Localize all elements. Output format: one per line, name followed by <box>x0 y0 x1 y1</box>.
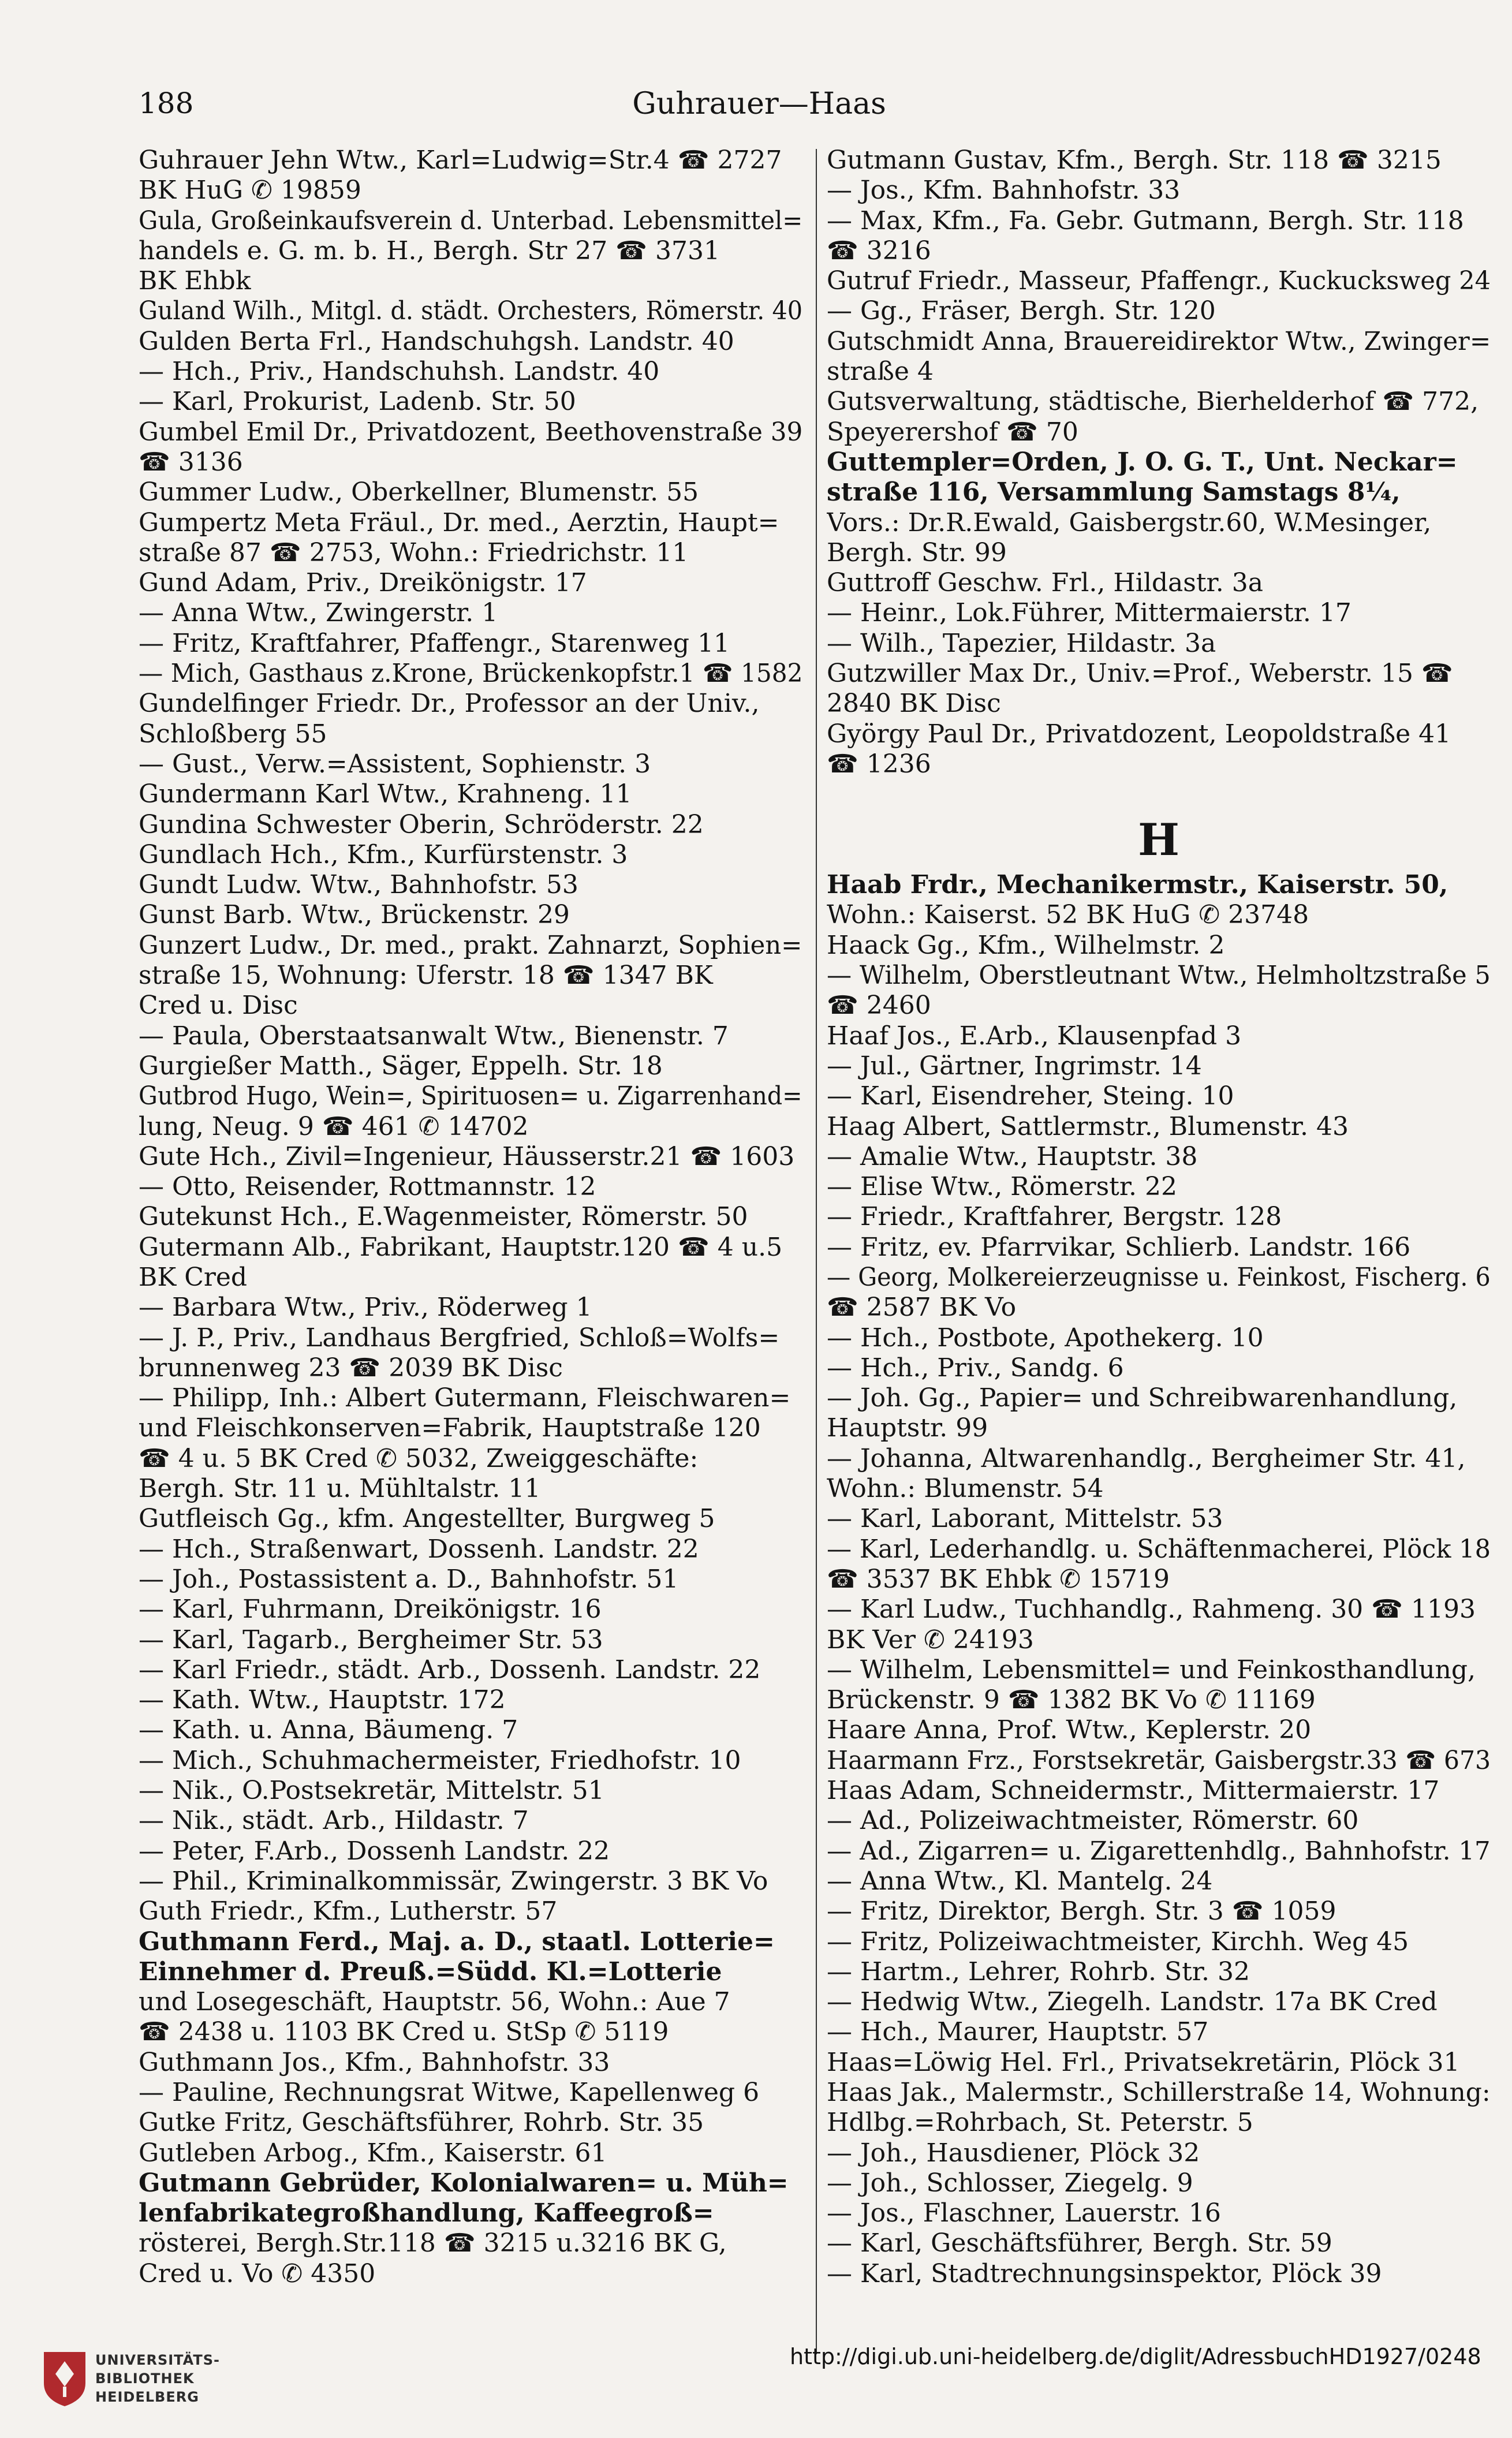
entry-line: Haas Adam, Schneidermstr., Mittermaierstr. 17 <box>827 1776 1440 1806</box>
entry-line: Gutermann Alb., Fabrikant, Hauptstr.120 ☎ 4 u.5 <box>139 1232 783 1262</box>
entry-line: — Phil., Kriminalkommissär, Zwingerstr. 3 BK Vo <box>139 1866 768 1896</box>
entry-line: Guthmann Jos., Kfm., Bahnhofstr. 33 <box>139 2047 610 2077</box>
entry-line: Gundermann Karl Wtw., Krahneng. 11 <box>139 779 632 809</box>
section-letter: H <box>1138 813 1179 865</box>
entry-line: Haare Anna, Prof. Wtw., Keplerstr. 20 <box>827 1715 1312 1745</box>
entry-line: Gutschmidt Anna, Brauereidirektor Wtw., Zwinger= <box>827 326 1491 356</box>
entry-line: Gunst Barb. Wtw., Brückenstr. 29 <box>139 900 570 930</box>
page-number: 188 <box>139 87 194 120</box>
entry-line: Guttroff Geschw. Frl., Hildastr. 3a <box>827 568 1263 598</box>
entry-line: BK Ver ✆ 24193 <box>827 1625 1034 1655</box>
entry-line: — Gust., Verw.=Assistent, Sophienstr. 3 <box>139 749 651 779</box>
entry-line: rösterei, Bergh.Str.118 ☎ 3215 u.3216 BK G, <box>139 2228 727 2258</box>
entry-line: ☎ 2438 u. 1103 BK Cred u. StSp ✆ 5119 <box>139 2017 669 2047</box>
entry-line: — Karl, Stadtrechnungsinspektor, Plöck 39 <box>827 2258 1382 2288</box>
entry-line: Gutruf Friedr., Masseur, Pfaffengr., Kuckucksweg 24 <box>827 266 1491 296</box>
entry-line: Haack Gg., Kfm., Wilhelmstr. 2 <box>827 930 1225 960</box>
entry-line: Cred u. Vo ✆ 4350 <box>139 2258 376 2288</box>
entry-line: Gutbrod Hugo, Wein=, Spirituosen= u. Zigarrenhand= <box>139 1081 802 1111</box>
page-header <box>139 87 1380 130</box>
entry-line: — Joh. Gg., Papier= und Schreibwarenhandlung, <box>827 1383 1458 1413</box>
entry-line: ☎ 3136 <box>139 447 243 477</box>
library-logo <box>0 2315 219 2436</box>
entry-line: — Ad., Zigarren= u. Zigarettenhdlg., Bahnhofstr. 17 <box>827 1836 1491 1866</box>
logo-line-2: BIBLIOTHEK <box>95 2370 195 2387</box>
entry-line: — Joh., Schlosser, Ziegelg. 9 <box>827 2168 1193 2198</box>
entry-line: ☎ 3216 <box>827 236 931 266</box>
entry-line: — Friedr., Kraftfahrer, Bergstr. 128 <box>827 1202 1282 1232</box>
entry-line: — Fritz, Kraftfahrer, Pfaffengr., Starenweg 11 <box>139 628 730 658</box>
entry-line: ☎ 2460 <box>827 991 931 1021</box>
entry-line: Guth Friedr., Kfm., Lutherstr. 57 <box>139 1896 558 1926</box>
entry-line: Haaf Jos., E.Arb., Klausenpfad 3 <box>827 1021 1242 1051</box>
left-column <box>139 145 802 2289</box>
entry-line: BK Cred <box>139 1262 248 1292</box>
entry-line: Gundina Schwester Oberin, Schröderstr. 22 <box>139 809 704 839</box>
entry-line: — Karl, Eisendreher, Steing. 10 <box>827 1081 1234 1111</box>
entry-line: — Joh., Hausdiener, Plöck 32 <box>827 2138 1200 2168</box>
entry-line: straße 15, Wohnung: Uferstr. 18 ☎ 1347 BK <box>139 961 713 991</box>
entry-line: — Kath. Wtw., Hauptstr. 172 <box>139 1685 506 1715</box>
entry-line: — Mich, Gasthaus z.Krone, Brückenkopfstr.1 ☎ 1582 <box>139 659 803 689</box>
entry-line: — Ad., Polizeiwachtmeister, Römerstr. 60 <box>827 1806 1359 1836</box>
entry-line: Haag Albert, Sattlermstr., Blumenstr. 43 <box>827 1111 1349 1141</box>
entry-line: — Hch., Maurer, Hauptstr. 57 <box>827 2017 1209 2047</box>
entry-line: Speyerershof ☎ 70 <box>827 417 1078 447</box>
entry-line: ☎ 3537 BK Ehbk ✆ 15719 <box>827 1564 1170 1594</box>
right-column <box>827 145 1491 2289</box>
entry-line: Hdlbg.=Rohrbach, St. Peterstr. 5 <box>827 2108 1253 2138</box>
entry-line: — Barbara Wtw., Priv., Röderweg 1 <box>139 1293 592 1323</box>
entry-line: Gute Hch., Zivil=Ingenieur, Häusserstr.21 ☎ 1603 <box>139 1141 795 1171</box>
entry-line: — Elise Wtw., Römerstr. 22 <box>827 1172 1177 1202</box>
entry-line: György Paul Dr., Privatdozent, Leopoldstraße 41 <box>827 719 1451 749</box>
entry-line: Gumpertz Meta Fräul., Dr. med., Aerztin, Haupt= <box>139 507 779 537</box>
entry-line: BK Ehbk <box>139 266 251 296</box>
entry-line: ☎ 4 u. 5 BK Cred ✆ 5032, Zweiggeschäfte: <box>139 1443 699 1473</box>
entry-line: Haab Frdr., Mechanikermstr., Kaiserstr. 50, <box>827 870 1448 900</box>
entry-line: — Jos., Flaschner, Lauerstr. 16 <box>827 2198 1221 2228</box>
entry-line: BK HuG ✆ 19859 <box>139 176 361 206</box>
entry-line: — Georg, Molkereierzeugnisse u. Feinkost, Fischerg. 6 <box>827 1262 1491 1292</box>
entry-line: Gund Adam, Priv., Dreikönigstr. 17 <box>139 568 587 598</box>
entry-line: — Fritz, Polizeiwachtmeister, Kirchh. Weg 45 <box>827 1926 1409 1957</box>
entry-line: — Paula, Oberstaatsanwalt Wtw., Bienenstr. 7 <box>139 1021 729 1051</box>
entry-line: Gula, Großeinkaufsverein d. Unterbad. Lebensmittel= <box>139 206 803 236</box>
entry-line: Gummer Ludw., Oberkellner, Blumenstr. 55 <box>139 477 699 507</box>
entry-line: straße 87 ☎ 2753, Wohn.: Friedrichstr. 11 <box>139 537 689 568</box>
entry-line: Gutsverwaltung, städtische, Bierhelderhof ☎ 772, <box>827 387 1479 417</box>
entry-line: Bergh. Str. 11 u. Mühltalstr. 11 <box>139 1474 541 1504</box>
entry-line: — Jos., Kfm. Bahnhofstr. 33 <box>827 176 1181 206</box>
entry-line: Gundlach Hch., Kfm., Kurfürstenstr. 3 <box>139 839 628 869</box>
entry-line: Haas=Löwig Hel. Frl., Privatsekretärin, Plöck 31 <box>827 2047 1460 2077</box>
entry-line: — Hedwig Wtw., Ziegelh. Landstr. 17a BK Cred <box>827 1987 1438 2017</box>
entry-line: — Hch., Priv., Handschuhsh. Landstr. 40 <box>139 357 660 387</box>
entry-line: — Wilh., Tapezier, Hildastr. 3a <box>827 628 1216 658</box>
entry-line <box>827 779 1491 809</box>
entry-line: — Nik., O.Postsekretär, Mittelstr. 51 <box>139 1776 604 1806</box>
entry-line: — Pauline, Rechnungsrat Witwe, Kapellenweg 6 <box>139 2078 760 2107</box>
entry-line: Bergh. Str. 99 <box>827 537 1007 568</box>
entry-line: — Joh., Postassistent a. D., Bahnhofstr. 51 <box>139 1564 679 1594</box>
entry-line: Hauptstr. 99 <box>827 1413 988 1443</box>
entry-line: Guthmann Ferd., Maj. a. D., staatl. Lotterie= <box>139 1926 775 1957</box>
entry-line: — Karl, Fuhrmann, Dreikönigstr. 16 <box>139 1595 602 1625</box>
entry-line: Wohn.: Kaiserst. 52 BK HuG ✆ 23748 <box>827 900 1309 930</box>
entry-line: — Hartm., Lehrer, Rohrb. Str. 32 <box>827 1957 1250 1987</box>
entry-line: — Karl, Geschäftsführer, Bergh. Str. 59 <box>827 2228 1332 2258</box>
entry-line: — Karl, Tagarb., Bergheimer Str. 53 <box>139 1625 603 1655</box>
entry-line: Brückenstr. 9 ☎ 1382 BK Vo ✆ 11169 <box>827 1685 1316 1715</box>
entry-line: — Johanna, Altwarenhandlg., Bergheimer Str. 41, <box>827 1443 1466 1473</box>
entry-line: Gundelfinger Friedr. Dr., Professor an der Univ., <box>139 689 760 719</box>
entry-line: — Kath. u. Anna, Bäumeng. 7 <box>139 1715 518 1745</box>
entry-line: Gulden Berta Frl., Handschuhgsh. Landstr. 40 <box>139 326 734 356</box>
library-seal-icon <box>42 2350 88 2407</box>
entry-line: — Karl Friedr., städt. Arb., Dossenh. Landstr. 22 <box>139 1655 761 1685</box>
entry-line: — J. P., Priv., Landhaus Bergfried, Schloß=Wolfs= <box>139 1323 780 1353</box>
entry-line: — Jul., Gärtner, Ingrimstr. 14 <box>827 1051 1202 1081</box>
entry-line: — Hch., Priv., Sandg. 6 <box>827 1353 1124 1383</box>
entry-line: — Karl Ludw., Tuchhandlg., Rahmeng. 30 ☎ 1193 <box>827 1595 1476 1625</box>
entry-line: Guttempler=Orden, J. O. G. T., Unt. Neckar= <box>827 447 1458 477</box>
running-title: Guhrauer—Haas <box>632 87 886 121</box>
entry-line: Gutzwiller Max Dr., Univ.=Prof., Weberstr. 15 ☎ <box>827 659 1453 689</box>
entry-line: — Philipp, Inh.: Albert Gutermann, Fleischwaren= <box>139 1383 791 1413</box>
entry-line: lenfabrikategroßhandlung, Kaffeegroß= <box>139 2198 714 2228</box>
entry-line: — Amalie Wtw., Hauptstr. 38 <box>827 1141 1198 1171</box>
entry-line: Haarmann Frz., Forstsekretär, Gaisbergstr.33 ☎ 673 <box>827 1745 1491 1775</box>
entry-line: Vors.: Dr.R.Ewald, Gaisbergstr.60, W.Mesinger, <box>827 507 1432 537</box>
entry-line: Guhrauer Jehn Wtw., Karl=Ludwig=Str.4 ☎ 2727 <box>139 145 782 175</box>
logo-line-3: HEIDELBERG <box>95 2389 199 2405</box>
entry-line: — Wilhelm, Oberstleutnant Wtw., Helmholtzstraße 5 <box>827 961 1491 991</box>
entry-line: Gumbel Emil Dr., Privatdozent, Beethovenstraße 39 <box>139 417 803 447</box>
entry-line: Gurgießer Matth., Säger, Eppelh. Str. 18 <box>139 1051 663 1081</box>
entry-line: — Karl, Prokurist, Ladenb. Str. 50 <box>139 387 576 417</box>
entry-line: — Hch., Postbote, Apothekerg. 10 <box>827 1323 1264 1353</box>
column-divider <box>816 149 817 2354</box>
entry-line: brunnenweg 23 ☎ 2039 BK Disc <box>139 1353 563 1383</box>
entry-line: — Gg., Fräser, Bergh. Str. 120 <box>827 296 1216 326</box>
entry-line: Gutekunst Hch., E.Wagenmeister, Römerstr. 50 <box>139 1202 748 1232</box>
entry-line: 2840 BK Disc <box>827 689 1001 719</box>
entry-line: Gundt Ludw. Wtw., Bahnhofstr. 53 <box>139 870 578 900</box>
entry-line: — Nik., städt. Arb., Hildastr. 7 <box>139 1806 529 1836</box>
entry-line: straße 116, Versammlung Samstags 8¼, <box>827 477 1401 507</box>
entry-line: — Anna Wtw., Kl. Mantelg. 24 <box>827 1866 1213 1896</box>
entry-line: Gutmann Gebrüder, Kolonialwaren= u. Müh= <box>139 2168 789 2198</box>
entry-line: — Anna Wtw., Zwingerstr. 1 <box>139 598 498 628</box>
entry-line: Wohn.: Blumenstr. 54 <box>827 1474 1104 1504</box>
entry-line: Haas Jak., Malermstr., Schillerstraße 14, Wohnung: <box>827 2078 1491 2107</box>
entry-line: Gutfleisch Gg., kfm. Angestellter, Burgweg 5 <box>139 1504 715 1534</box>
entry-line: — Fritz, ev. Pfarrvikar, Schlierb. Landstr. 166 <box>827 1232 1411 1262</box>
entry-line: — Otto, Reisender, Rottmannstr. 12 <box>139 1172 596 1202</box>
entry-line: — Karl, Laborant, Mittelstr. 53 <box>827 1504 1223 1534</box>
entry-line: Einnehmer d. Preuß.=Südd. Kl.=Lotterie <box>139 1957 722 1987</box>
entry-line: — Fritz, Direktor, Bergh. Str. 3 ☎ 1059 <box>827 1896 1336 1926</box>
entry-line: Gutke Fritz, Geschäftsführer, Rohrb. Str. 35 <box>139 2108 704 2138</box>
entry-line: Cred u. Disc <box>139 991 298 1021</box>
entry-line: — Peter, F.Arb., Dossenh Landstr. 22 <box>139 1836 610 1866</box>
entry-line: ☎ 1236 <box>827 749 931 779</box>
entry-line: — Wilhelm, Lebensmittel= und Feinkosthandlung, <box>827 1655 1476 1685</box>
source-url-link[interactable]: http://digi.ub.uni-heidelberg.de/diglit/AdressbuchHD1927/0248 <box>790 2344 1481 2369</box>
entry-line: — Max, Kfm., Fa. Gebr. Gutmann, Bergh. Str. 118 <box>827 206 1464 236</box>
entry-line: — Mich., Schuhmachermeister, Friedhofstr. 10 <box>139 1745 741 1775</box>
entry-line: lung, Neug. 9 ☎ 461 ✆ 14702 <box>139 1111 529 1141</box>
entry-line: — Karl, Lederhandlg. u. Schäftenmacherei, Plöck 18 <box>827 1534 1491 1564</box>
entry-line: handels e. G. m. b. H., Bergh. Str 27 ☎ 3731 <box>139 236 720 266</box>
entry-line: Gunzert Ludw., Dr. med., prakt. Zahnarzt, Sophien= <box>139 930 802 960</box>
entry-line: Gutleben Arbog., Kfm., Kaiserstr. 61 <box>139 2138 607 2168</box>
entry-line: und Losegeschäft, Hauptstr. 56, Wohn.: Aue 7 <box>139 1987 730 2017</box>
logo-line-1: UNIVERSITÄTS- <box>95 2352 221 2368</box>
entry-line: straße 4 <box>827 357 934 387</box>
entry-line: und Fleischkonserven=Fabrik, Hauptstraße 120 <box>139 1413 761 1443</box>
entry-line: ☎ 2587 BK Vo <box>827 1293 1017 1323</box>
entry-line: Guland Wilh., Mitgl. d. städt. Orchesters, Römerstr. 40 <box>139 296 803 326</box>
entry-line: — Hch., Straßenwart, Dossenh. Landstr. 22 <box>139 1534 699 1564</box>
entry-line: Gutmann Gustav, Kfm., Bergh. Str. 118 ☎ 3215 <box>827 145 1442 175</box>
entry-line: — Heinr., Lok.Führer, Mittermaierstr. 17 <box>827 598 1352 628</box>
entry-line: Schloßberg 55 <box>139 719 327 749</box>
